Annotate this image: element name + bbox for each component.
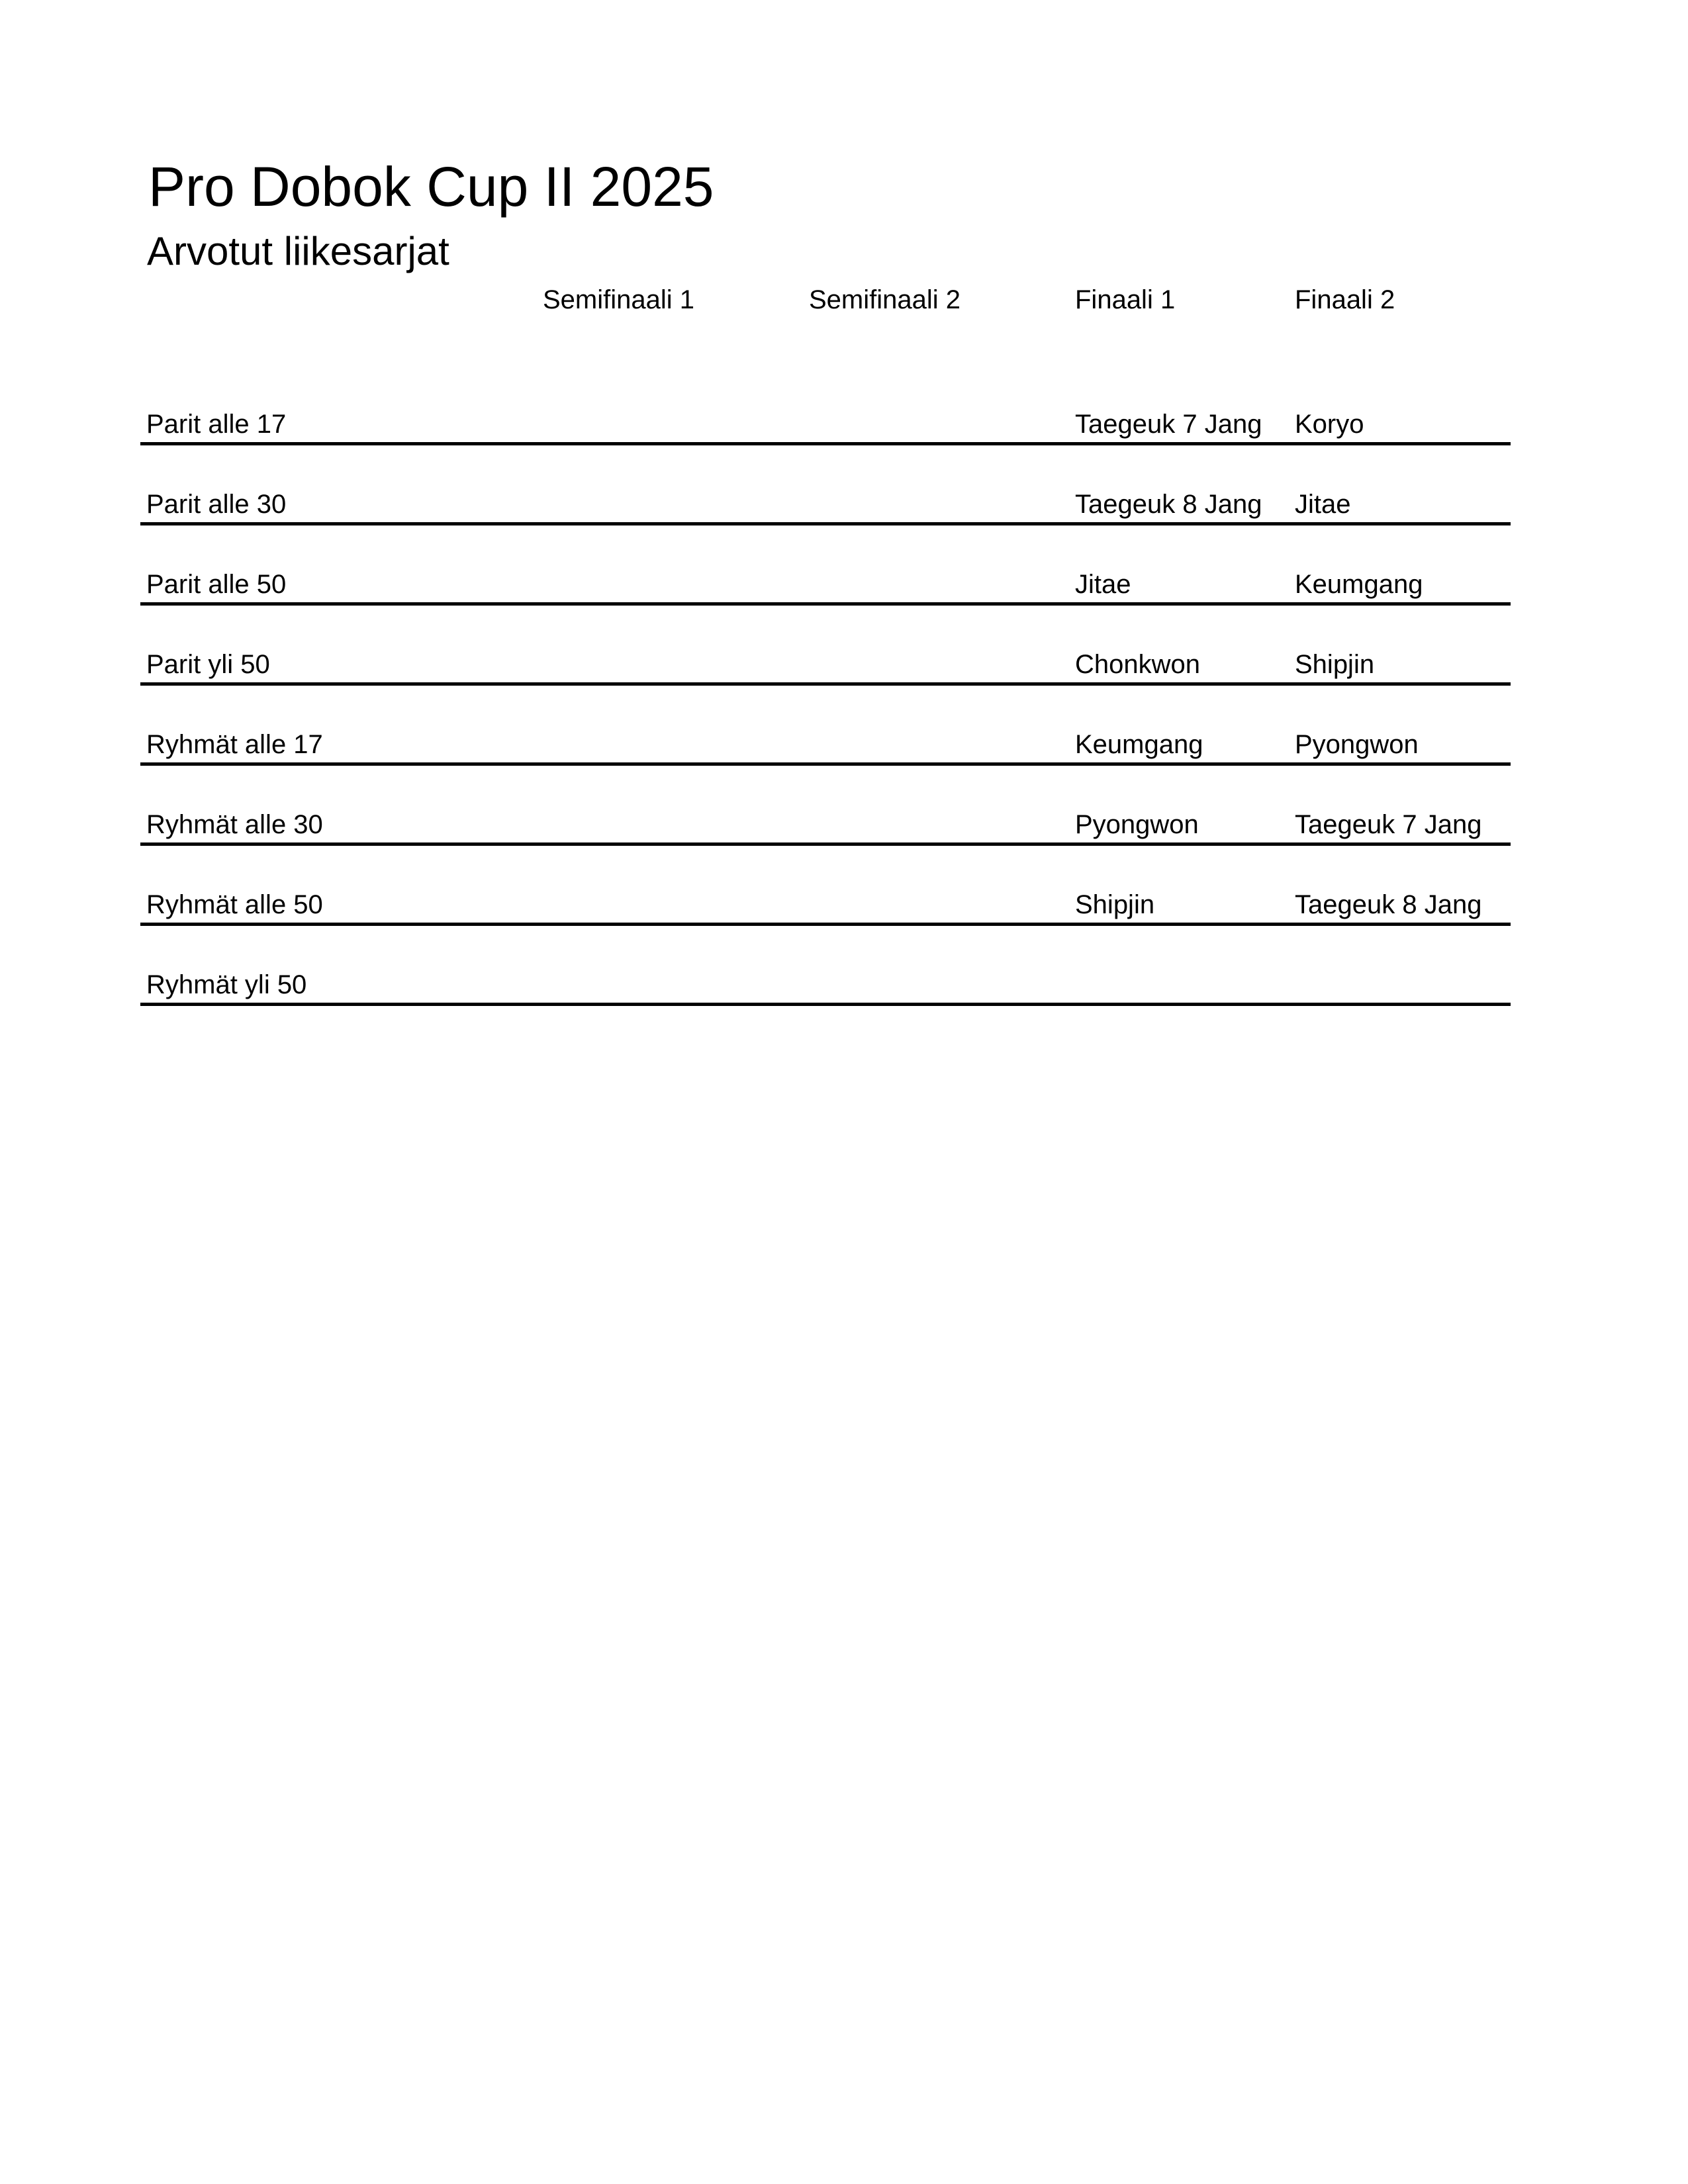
final-2-form: Jitae <box>1295 490 1351 519</box>
final-2-form: Keumgang <box>1295 570 1423 599</box>
table-row <box>140 606 1511 686</box>
category-label: Parit alle 50 <box>146 570 287 599</box>
final-2-form: Taegeuk 7 Jang <box>1295 810 1482 839</box>
column-header-semifinal-2: Semifinaali 2 <box>809 285 961 314</box>
final-2-form: Pyongwon <box>1295 730 1419 759</box>
final-1-form: Taegeuk 8 Jang <box>1075 490 1262 519</box>
column-header-final-1: Finaali 1 <box>1075 285 1176 314</box>
category-label: Parit alle 30 <box>146 490 287 519</box>
table-row <box>140 846 1511 926</box>
document-title: Pro Dobok Cup II 2025 <box>148 156 714 218</box>
final-2-form: Koryo <box>1295 410 1364 439</box>
table-row <box>140 445 1511 525</box>
category-label: Ryhmät alle 30 <box>146 810 323 839</box>
table-row <box>140 766 1511 846</box>
category-label: Ryhmät alle 50 <box>146 890 323 919</box>
final-1-form: Pyongwon <box>1075 810 1199 839</box>
final-1-form: Jitae <box>1075 570 1131 599</box>
final-1-form: Taegeuk 7 Jang <box>1075 410 1262 439</box>
final-2-form: Shipjin <box>1295 650 1375 679</box>
final-1-form: Keumgang <box>1075 730 1203 759</box>
final-1-form: Chonkwon <box>1075 650 1201 679</box>
category-label: Parit yli 50 <box>146 650 270 679</box>
final-1-form: Shipjin <box>1075 890 1155 919</box>
column-header-final-2: Finaali 2 <box>1295 285 1395 314</box>
category-label: Ryhmät alle 17 <box>146 730 323 759</box>
category-table <box>140 365 1511 1006</box>
final-2-form: Taegeuk 8 Jang <box>1295 890 1482 919</box>
table-row <box>140 365 1511 445</box>
table-row <box>140 926 1511 1006</box>
document-subtitle: Arvotut liikesarjat <box>147 229 449 273</box>
category-label: Parit alle 17 <box>146 410 287 439</box>
table-row <box>140 525 1511 606</box>
category-label: Ryhmät yli 50 <box>146 970 307 999</box>
column-header-semifinal-1: Semifinaali 1 <box>543 285 695 314</box>
table-row <box>140 686 1511 766</box>
